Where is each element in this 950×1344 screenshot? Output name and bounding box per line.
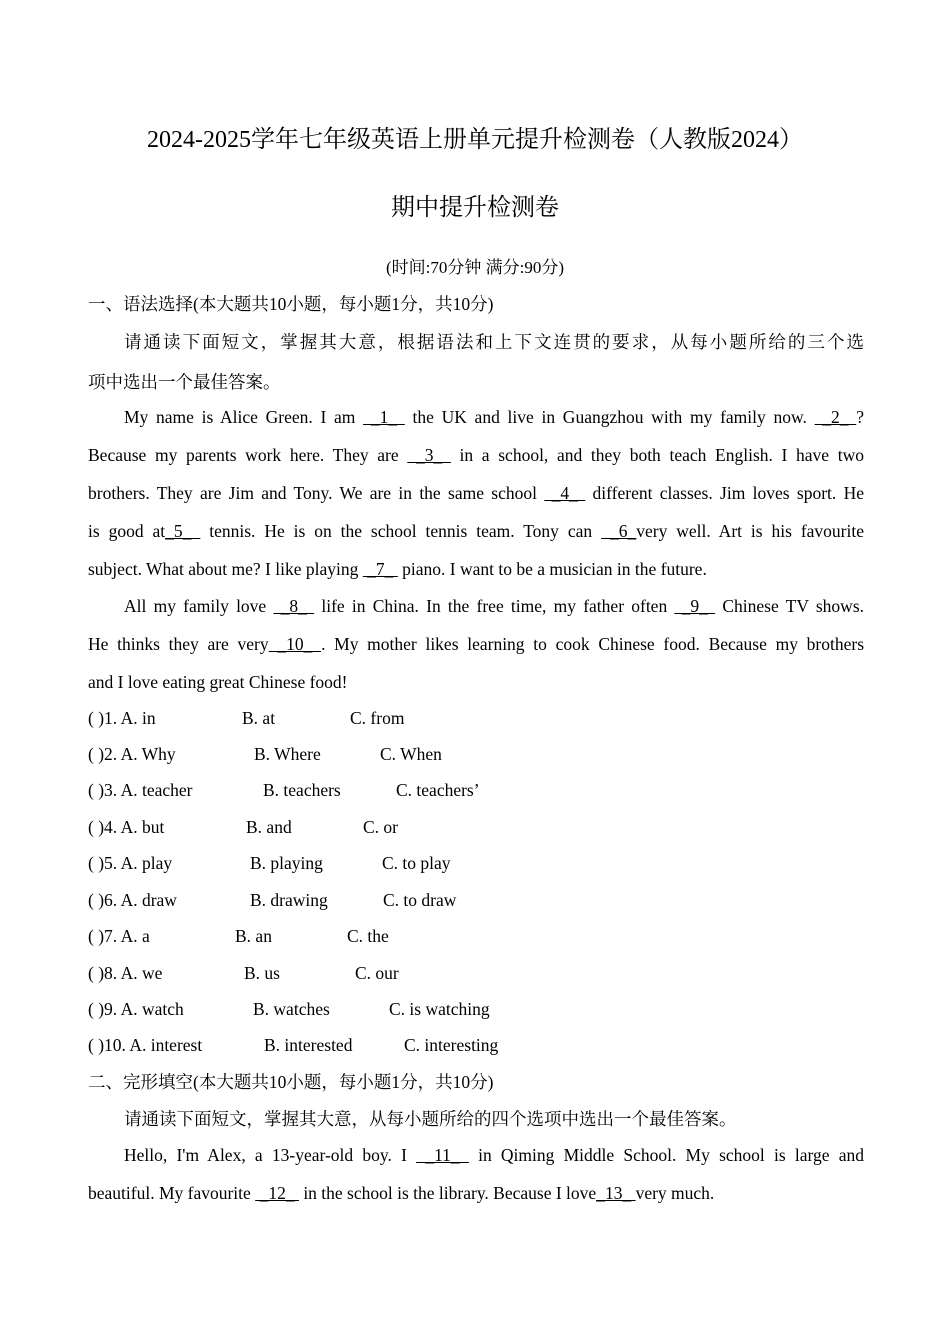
- passage-text: in a school, and they both teach English. I have two: [450, 445, 864, 465]
- passage2-line: [88, 632, 864, 656]
- question-number-option-a: ( )6. A. draw: [88, 890, 177, 910]
- question-number-option-a: ( )4. A. but: [88, 817, 165, 837]
- passage-text: piano. I want to be a musician in the future.: [397, 559, 707, 579]
- passage-text: beautiful. My favourite: [88, 1183, 256, 1203]
- option-c: C. to draw: [383, 890, 457, 910]
- exam-subtitle: 期中提升检测卷: [391, 195, 559, 221]
- option-c: C. from: [350, 708, 405, 728]
- passage1-line: [88, 481, 864, 505]
- question-number-option-a: ( )5. A. play: [88, 853, 173, 873]
- passage-text: very much.: [635, 1183, 715, 1203]
- question-number-option-a: ( )1. A. in: [88, 708, 156, 728]
- blank-3: _3_: [407, 445, 451, 465]
- option-b: B. watches: [253, 999, 330, 1019]
- passage-text: Because my parents work here. They are: [88, 445, 408, 465]
- option-b: B. drawing: [250, 890, 328, 910]
- passage-text: in the school is the library. Because I love: [298, 1183, 597, 1203]
- section1-instruction-line2: 项中选出一个最佳答案。: [88, 372, 281, 392]
- question-number-option-a: ( )2. A. Why: [88, 744, 176, 764]
- option-c: C. is watching: [389, 999, 490, 1019]
- passage-text: My name is Alice Green. I am: [124, 407, 364, 427]
- question-number-option-a: ( )7. A. a: [88, 926, 150, 946]
- option-c: C. to play: [382, 853, 451, 873]
- passage2-line: and I love eating great Chinese food!: [88, 672, 348, 692]
- passage1-line: [88, 557, 864, 581]
- option-c: C. the: [347, 926, 389, 946]
- section1-heading: 一、语法选择(本大题共10小题，每小题1分，共10分): [88, 294, 494, 314]
- passage1-line: [88, 519, 864, 543]
- option-b: B. at: [242, 708, 276, 728]
- section1-instruction-line1: 请通读下面短文，掌握其大意，根据语法和上下文连贯的要求，从每小题所给的三个选: [124, 332, 864, 352]
- blank-12: _12_: [255, 1183, 299, 1203]
- blank-9: _9_: [674, 596, 716, 616]
- question-number-option-a: ( )8. A. we: [88, 963, 163, 983]
- passage1-line: [124, 405, 864, 429]
- passage-text: Hello, I'm Alex, a 13-year-old boy. I: [124, 1145, 417, 1165]
- option-c: C. interesting: [404, 1035, 499, 1055]
- blank-13: _13_: [596, 1183, 636, 1203]
- passage-text: subject. What about me? I like playing: [88, 559, 363, 579]
- passage-text: He thinks they are very: [88, 634, 269, 654]
- passage-text: ?: [856, 407, 865, 427]
- option-c: C. our: [355, 963, 399, 983]
- option-b: B. Where: [254, 744, 321, 764]
- blank-4: _4_: [544, 483, 586, 503]
- passage3-line: [124, 1143, 864, 1167]
- passage-text: tennis. He is on the school tennis team. Tony can: [200, 521, 602, 541]
- passage-text: the UK and live in Guangzhou with my family now.: [404, 407, 815, 427]
- time-info: (时间:70分钟 满分:90分): [385, 258, 565, 277]
- passage2-line: [124, 594, 864, 618]
- blank-2: _2_: [814, 407, 857, 427]
- option-b: B. playing: [250, 853, 323, 873]
- option-c: C. When: [380, 744, 442, 764]
- option-b: B. interested: [264, 1035, 353, 1055]
- passage-text: brothers. They are Jim and Tony. We are in the same school: [88, 483, 545, 503]
- section2-heading: 二、完形填空(本大题共10小题，每小题1分，共10分): [88, 1072, 494, 1092]
- blank-10: _10_: [268, 634, 322, 654]
- question-number-option-a: ( )9. A. watch: [88, 999, 184, 1019]
- blank-1: _1_: [363, 407, 405, 427]
- question-number-option-a: ( )10. A. interest: [88, 1035, 203, 1055]
- blank-5: _5_: [165, 521, 201, 541]
- passage-text: in Qiming Middle School. My school is large and: [468, 1145, 864, 1165]
- section2-instruction: 请通读下面短文，掌握其大意，从每小题所给的四个选项中选出一个最佳答案。: [124, 1109, 737, 1129]
- option-c: C. teachers’: [396, 780, 480, 800]
- blank-11: _11_: [416, 1145, 469, 1165]
- passage-text: is good at: [88, 521, 166, 541]
- passage-text: very well. Art is his favourite: [636, 521, 865, 541]
- option-b: B. teachers: [263, 780, 341, 800]
- blank-6: _6_: [601, 521, 637, 541]
- passage-text: different classes. Jim loves sport. He: [585, 483, 865, 503]
- option-b: B. an: [235, 926, 272, 946]
- question-number-option-a: ( )3. A. teacher: [88, 780, 193, 800]
- passage3-line: [88, 1181, 864, 1205]
- option-b: B. and: [246, 817, 292, 837]
- passage-text: . My mother likes learning to cook Chinese food. Because my brothers: [321, 634, 865, 654]
- blank-7: _7_: [362, 559, 398, 579]
- blank-8: _8_: [273, 596, 315, 616]
- option-c: C. or: [363, 817, 398, 837]
- passage-text: life in China. In the free time, my father often: [314, 596, 675, 616]
- passage1-line: [88, 443, 864, 467]
- exam-title: 2024-2025学年七年级英语上册单元提升检测卷（人教版2024）: [147, 127, 803, 153]
- passage-text: Chinese TV shows.: [715, 596, 864, 616]
- passage-text: All my family love: [124, 596, 274, 616]
- option-b: B. us: [244, 963, 280, 983]
